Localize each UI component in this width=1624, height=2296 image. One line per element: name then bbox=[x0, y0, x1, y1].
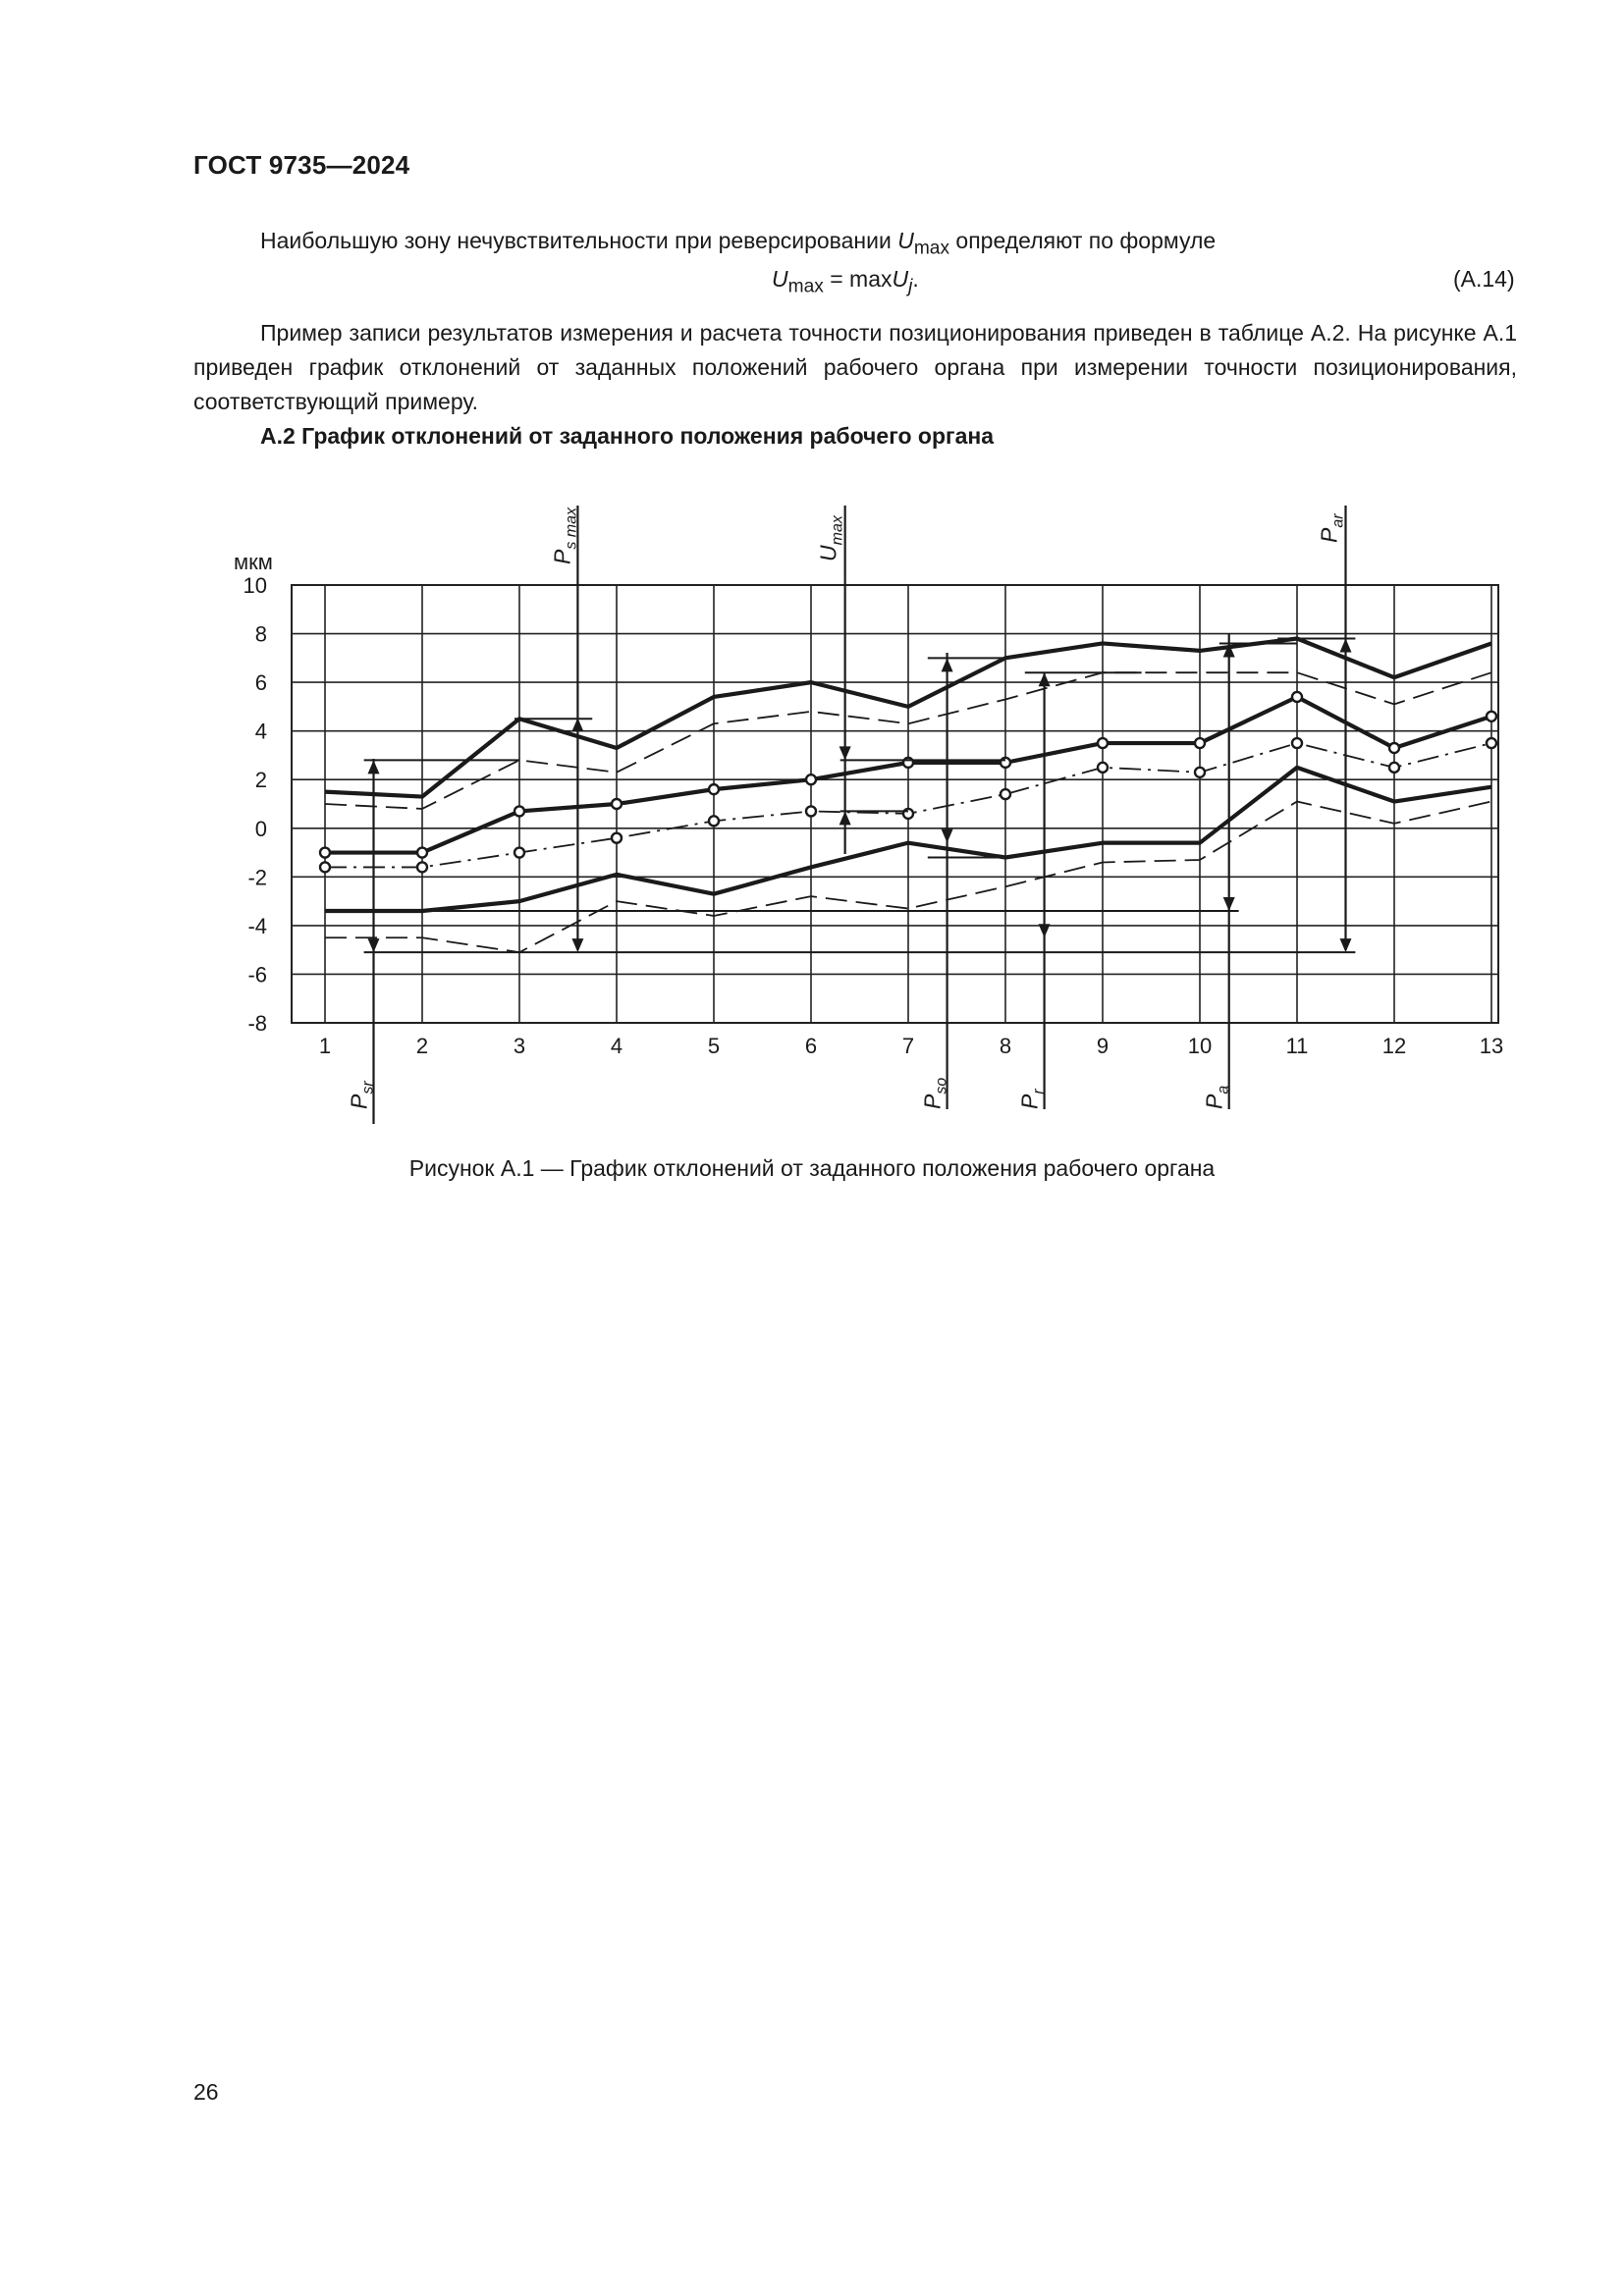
y-tick-label: 0 bbox=[254, 816, 267, 841]
x-tick-label: 9 bbox=[1096, 1034, 1110, 1058]
series-point bbox=[320, 848, 330, 858]
y-tick-label: -2 bbox=[247, 865, 267, 890]
p-s-max-arrow-bottom bbox=[571, 938, 583, 952]
x-tick-label: 13 bbox=[1479, 1034, 1504, 1058]
series-point bbox=[417, 848, 427, 858]
p-so-label: $P_{so}$ bbox=[919, 1077, 950, 1109]
series-point bbox=[1487, 712, 1496, 721]
series-point bbox=[1389, 743, 1399, 753]
series-point bbox=[1001, 789, 1010, 799]
series-point bbox=[1098, 763, 1108, 773]
series-point bbox=[709, 784, 719, 794]
y-tick-label: 10 bbox=[243, 573, 267, 598]
p-r-arrow-top bbox=[1039, 672, 1051, 686]
x-tick-label: 11 bbox=[1285, 1034, 1309, 1058]
p-a-arrow-bottom bbox=[1223, 897, 1235, 911]
x-tick-label: 3 bbox=[513, 1034, 526, 1058]
series-point bbox=[1487, 738, 1496, 748]
series-point bbox=[1292, 692, 1302, 702]
x-tick-label: 10 bbox=[1187, 1034, 1213, 1058]
series-point bbox=[709, 816, 719, 826]
series-point bbox=[1195, 768, 1205, 777]
section-title: А.2 График отклонений от заданного положения рабочего органа bbox=[260, 423, 995, 449]
series-point bbox=[1389, 763, 1399, 773]
document-header: ГОСТ 9735—2024 bbox=[193, 150, 410, 180]
series-point bbox=[1292, 738, 1302, 748]
series-point bbox=[1195, 738, 1205, 748]
y-unit-label: мкм bbox=[234, 550, 273, 574]
p-s-max-label: $P_{s max}$ bbox=[549, 507, 580, 564]
series-point bbox=[1098, 738, 1108, 748]
x-tick-label: 8 bbox=[999, 1034, 1012, 1058]
page-number: 26 bbox=[193, 2079, 219, 2105]
p-sr-label: $P_{sr}$ bbox=[346, 1081, 377, 1109]
formula-number: (А.14) bbox=[1453, 266, 1515, 292]
series-point bbox=[514, 848, 524, 858]
series-point bbox=[612, 833, 622, 843]
u-max-arrow-1 bbox=[839, 746, 851, 760]
p-ar-arrow-bottom bbox=[1340, 938, 1352, 952]
x-tick-label: 4 bbox=[610, 1034, 623, 1058]
series-point bbox=[417, 862, 427, 872]
y-tick-label: -8 bbox=[247, 1011, 267, 1036]
y-tick-label: 6 bbox=[254, 670, 267, 696]
x-tick-label: 12 bbox=[1381, 1034, 1407, 1058]
series-point bbox=[806, 774, 816, 784]
paragraph-intro: Наибольшую зону нечувствительности при реверсировании $U_{max}$ определяют по формуле bbox=[260, 228, 1217, 259]
p-ar-label: $P_{ar}$ bbox=[1316, 513, 1347, 543]
p-r-arrow-bottom bbox=[1039, 924, 1051, 937]
y-tick-label: 2 bbox=[254, 768, 267, 793]
p-so-arrow-top bbox=[942, 658, 953, 671]
y-tick-label: 4 bbox=[254, 719, 267, 744]
p-ar-arrow-top bbox=[1340, 639, 1352, 653]
p-a-label: $P_a$ bbox=[1201, 1085, 1232, 1109]
series-point bbox=[320, 862, 330, 872]
formula-a14: $U_{max} = \max U_j$. bbox=[772, 266, 919, 297]
series-point bbox=[806, 806, 816, 816]
p-so-arrow-bottom bbox=[942, 829, 953, 843]
p-sr-arrow-bottom bbox=[368, 938, 380, 952]
series-point bbox=[514, 806, 524, 816]
y-tick-label: -6 bbox=[247, 962, 267, 988]
p-r-label: $P_r$ bbox=[1016, 1089, 1048, 1109]
y-tick-label: 8 bbox=[254, 621, 267, 647]
x-tick-label: 2 bbox=[415, 1034, 429, 1058]
figure-caption: Рисунок А.1 — График отклонений от заданного положения рабочего органа bbox=[408, 1155, 1216, 1181]
p-s-max-arrow-top bbox=[571, 718, 583, 731]
y-tick-label: -4 bbox=[247, 913, 267, 938]
series-point bbox=[1001, 758, 1010, 768]
series-point bbox=[903, 809, 913, 819]
u-max-arrow-2 bbox=[839, 811, 851, 825]
p-sr-arrow-top bbox=[368, 760, 380, 774]
u-max-label: $U_{max}$ bbox=[815, 515, 846, 561]
series-point bbox=[612, 799, 622, 809]
x-tick-label: 6 bbox=[804, 1034, 818, 1058]
paragraph-example: Пример записи результатов измерения и расчета точности позиционирования приведен в таблице А.2. На рисунке А.1 приведен график отклонений от заданных положений рабочего органа при измерении точности позиционирования, соответствующий примеру. bbox=[193, 320, 1517, 414]
plot-frame bbox=[292, 585, 1498, 1023]
x-tick-label: 5 bbox=[707, 1034, 721, 1058]
x-tick-label: 7 bbox=[901, 1034, 915, 1058]
series-point bbox=[903, 758, 913, 768]
x-tick-label: 1 bbox=[318, 1034, 332, 1058]
